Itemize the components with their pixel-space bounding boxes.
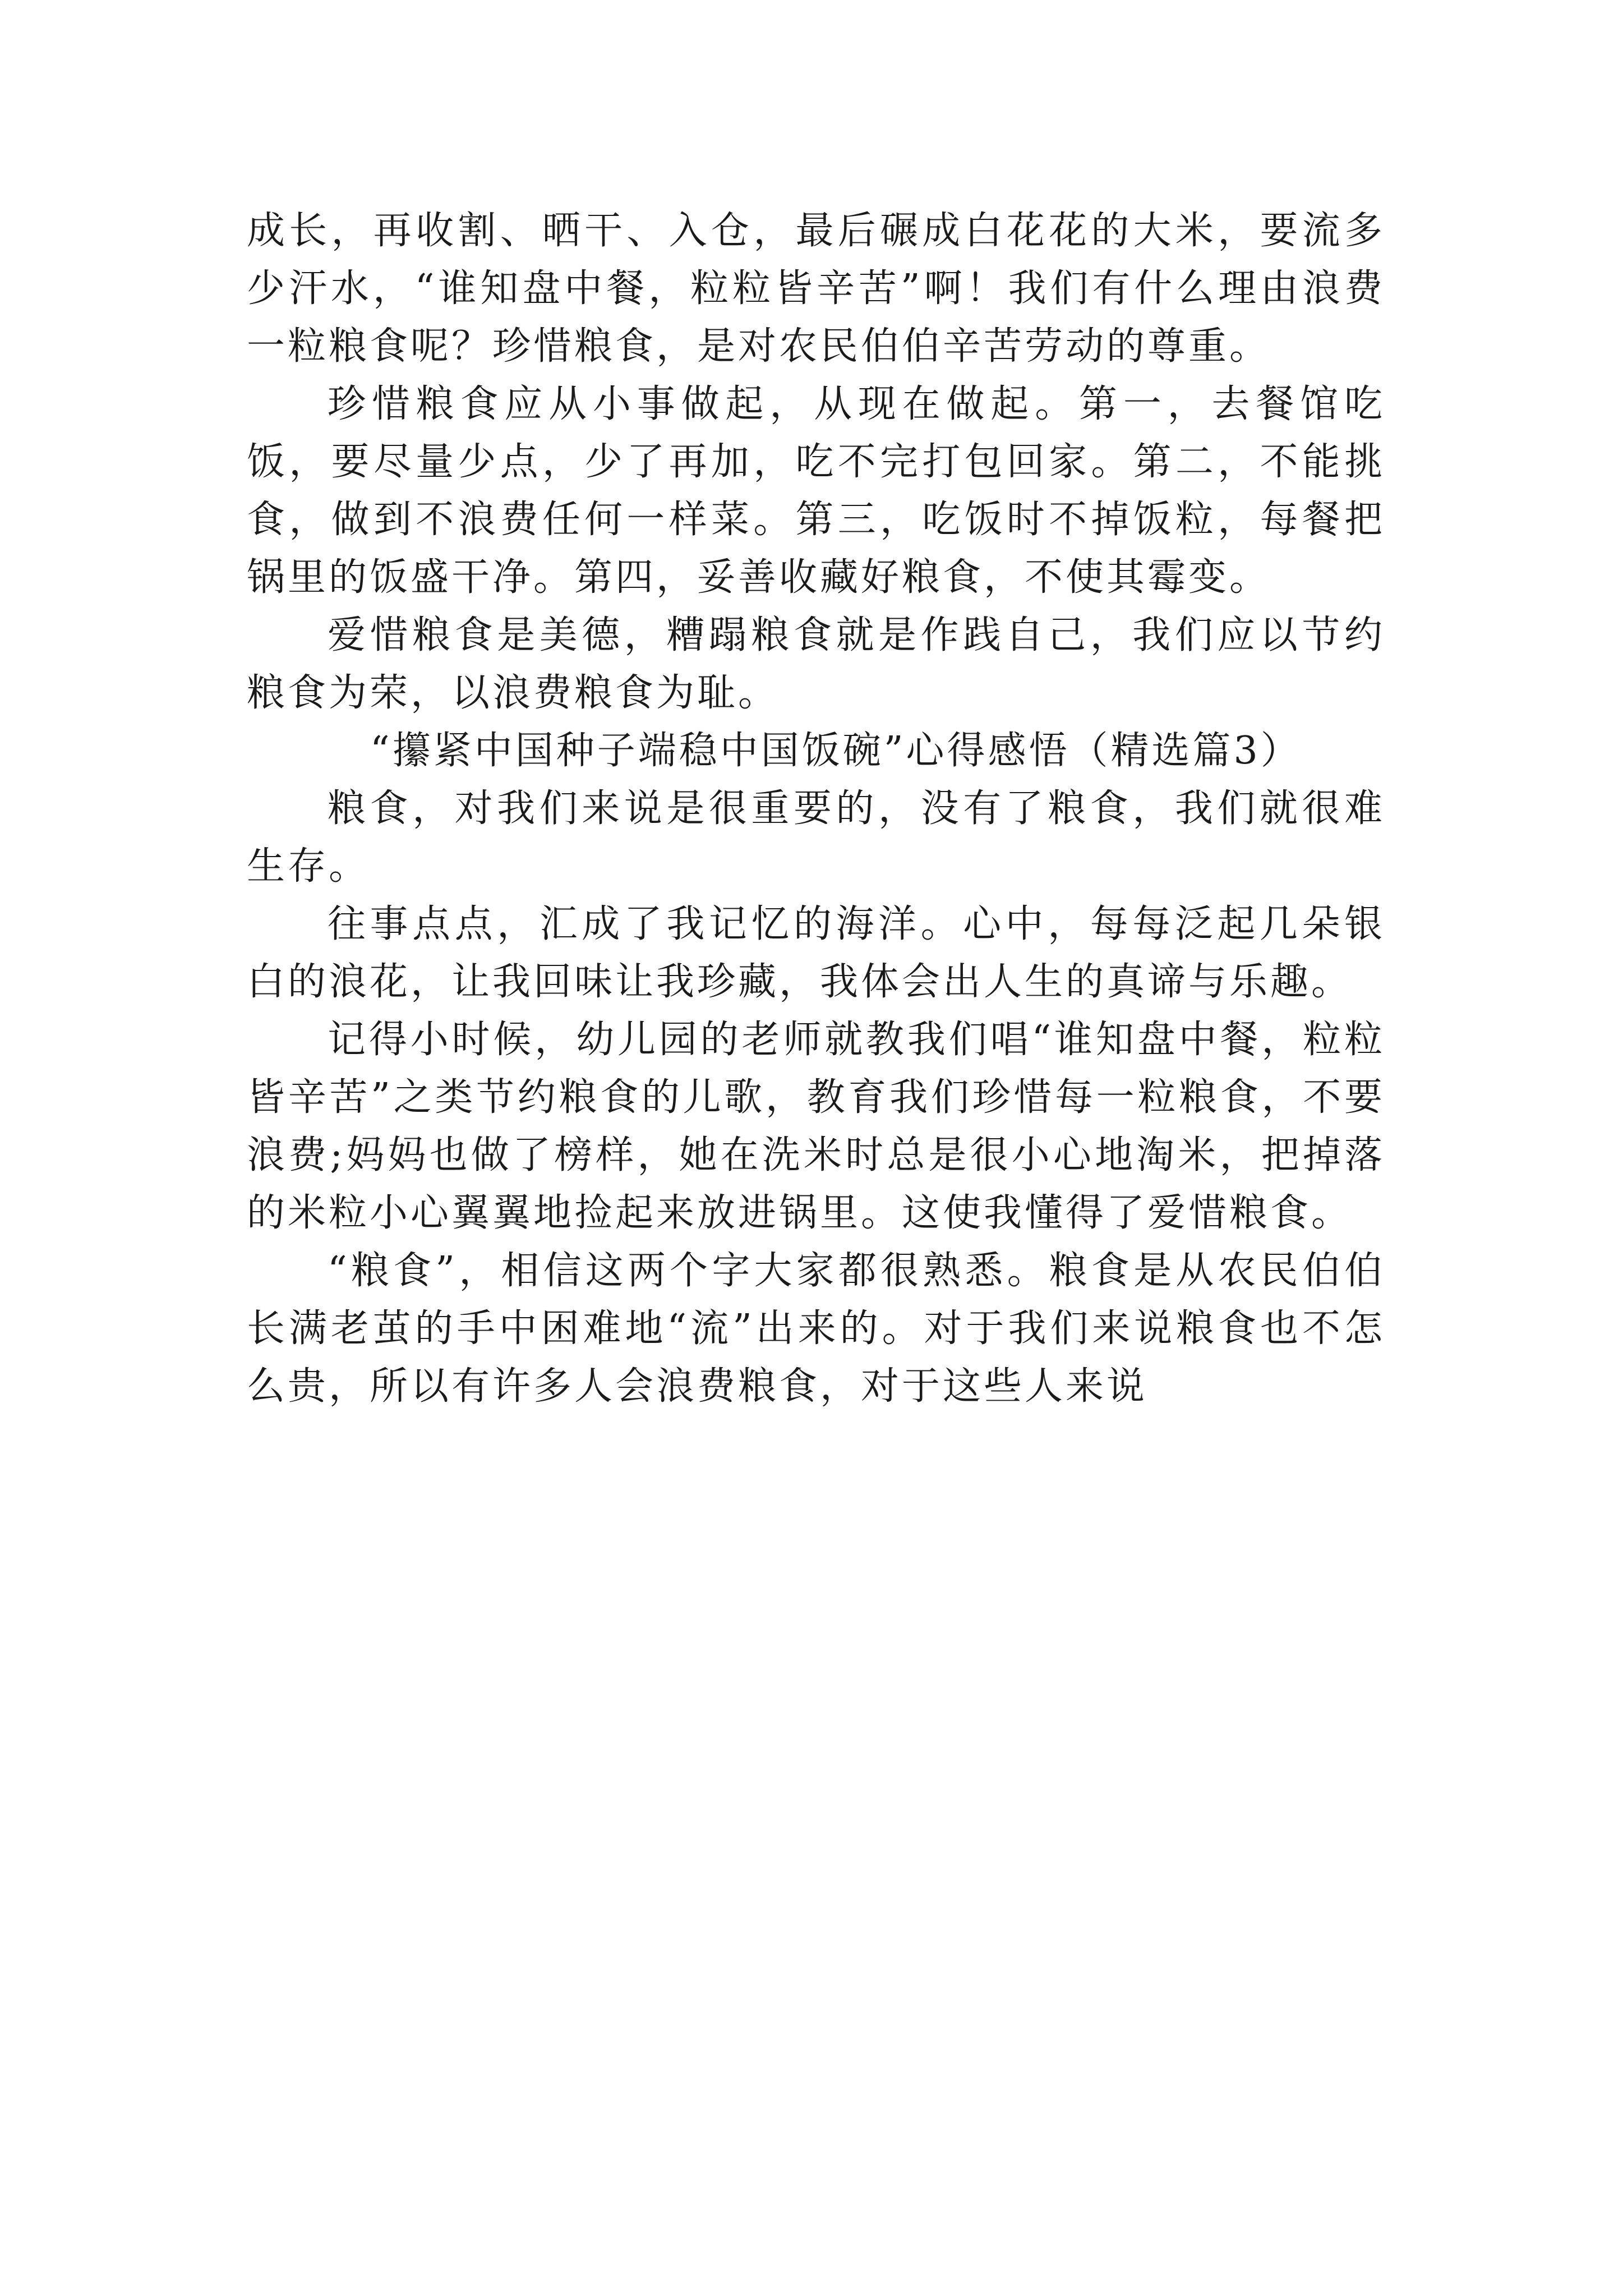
paragraph: 珍惜粮食应从小事做起，从现在做起。第一，去餐馆吃饭，要尽量少点，少了再加，吃不完打包回家。第二，不能挑食，做到不浪费任何一样菜。第三，吃饭时不掉饭粒，每餐把锅里的饭盛干净。第四，妥善收藏好粮食，不使其霉变。 [247,382,1385,600]
paragraph: 成长，再收割、晒干、入仓，最后碾成白花花的大米，要流多少汗水，“谁知盘中餐，粒粒皆辛苦”啊！我们有什么理由浪费一粒粮食呢？珍惜粮食，是对农民伯伯辛苦劳动的尊重。 [247,209,1385,369]
paragraph: 爱惜粮食是美德，糟蹋粮食就是作践自己，我们应以节约粮食为荣，以浪费粮食为耻。 [247,613,1385,715]
paragraph: 往事点点，汇成了我记忆的海洋。心中，每每泛起几朵银白的浪花，让我回味让我珍藏，我体会出人生的真谛与乐趣。 [247,902,1385,1004]
paragraph: “粮食”，相信这两个字大家都很熟悉。粮食是从农民伯伯长满老茧的手中困难地“流”出来的。对于我们来说粮食也不怎么贵，所以有许多人会浪费粮食，对于这些人来说 [247,1249,1385,1409]
paragraph: 粮食，对我们来说是很重要的，没有了粮食，我们就很难生存。 [247,786,1385,889]
paragraph: 记得小时候，幼儿园的老师就教我们唱“谁知盘中餐，粒粒皆辛苦”之类节约粮食的儿歌，教育我们珍惜每一粒粮食，不要浪费;妈妈也做了榜样，她在洗米时总是很小心地淘米，把掉落的米粒小心翼翼地捡起来放进锅里。这使我懂得了爱惜粮食。 [247,1018,1385,1235]
section-heading: “攥紧中国种子端稳中国饭碗”心得感悟（精选篇3） [370,729,1302,773]
document-body [247,202,1385,1415]
